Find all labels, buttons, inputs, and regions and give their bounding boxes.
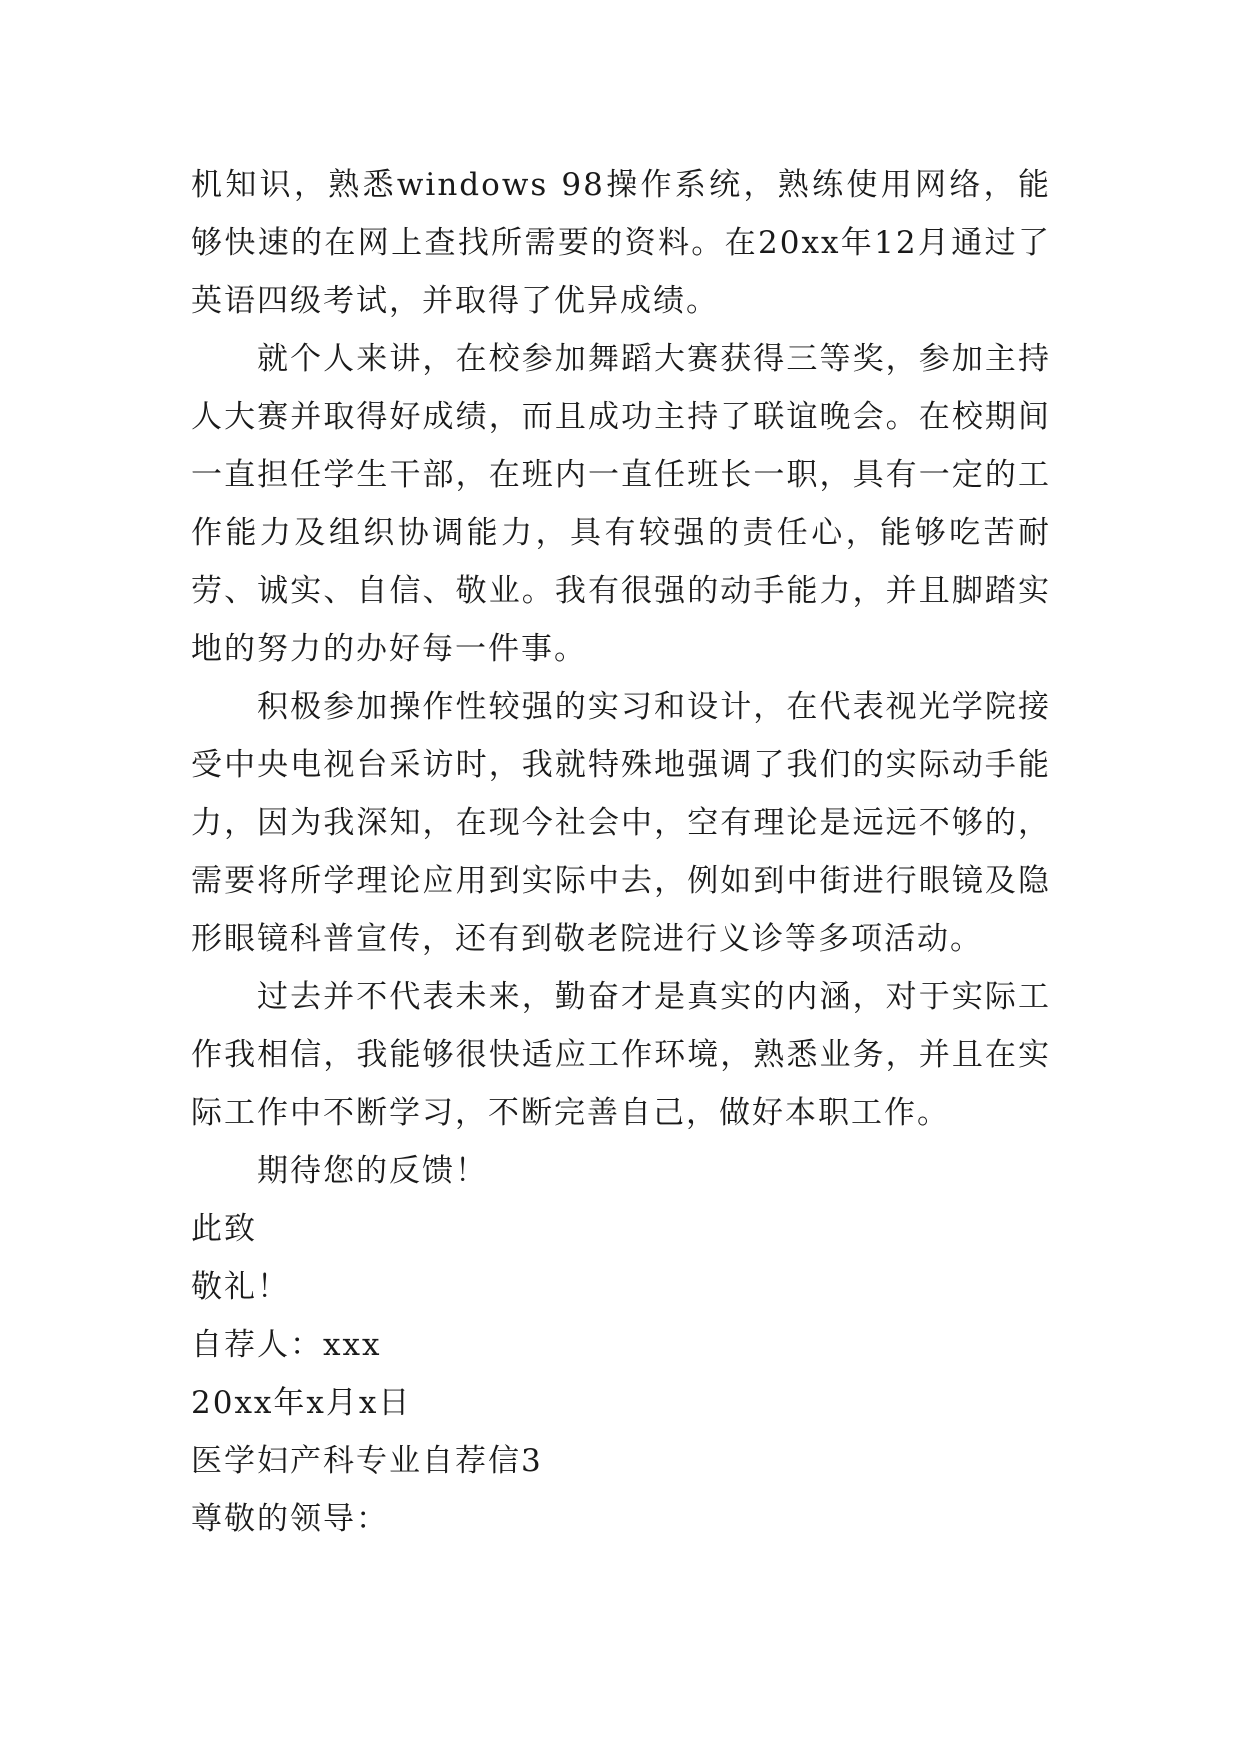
signature: 自荐人：xxx <box>191 1327 382 1363</box>
salutation-line-2: 敬礼！ <box>191 1269 290 1305</box>
paragraph-future-outlook: 过去并不代表未来，勤奋才是真实的内涵，对于实际工作我相信，我能够很快适应工作环境，熟悉业务，并且在实际工作中不断学习，不断完善自己，做好本职工作。 <box>191 979 1051 1131</box>
paragraph-personal-achievements: 就个人来讲，在校参加舞蹈大赛获得三等奖，参加主持人大赛并取得好成绩，而且成功主持了联谊晚会。在校期间一直担任学生干部，在班内一直任班长一职，具有一定的工作能力及组织协调能力，具有较强的责任心，能够吃苦耐劳、诚实、自信、敬业。我有很强的动手能力，并且脚踏实地的努力的办好每一件事。 <box>191 341 1051 667</box>
next-letter-title: 医学妇产科专业自荐信3 <box>191 1443 543 1479</box>
next-letter-greeting: 尊敬的领导： <box>191 1501 389 1537</box>
paragraph-computer-skills: 机知识，熟悉windows 98操作系统，熟练使用网络，能够快速的在网上查找所需要的资料。在20xx年12月通过了英语四级考试，并取得了优异成绩。 <box>191 167 1051 319</box>
salutation-line-1: 此致 <box>191 1211 257 1247</box>
document-body <box>191 156 1051 1548</box>
date: 20xx年x月x日 <box>191 1385 412 1421</box>
paragraph-practice-experience: 积极参加操作性较强的实习和设计，在代表视光学院接受中央电视台采访时，我就特殊地强调了我们的实际动手能力，因为我深知，在现今社会中，空有理论是远远不够的，需要将所学理论应用到实际中去，例如到中街进行眼镜及隐形眼镜科普宣传，还有到敬老院进行义诊等多项活动。 <box>191 689 1051 957</box>
closing-expectation: 期待您的反馈！ <box>257 1153 488 1189</box>
